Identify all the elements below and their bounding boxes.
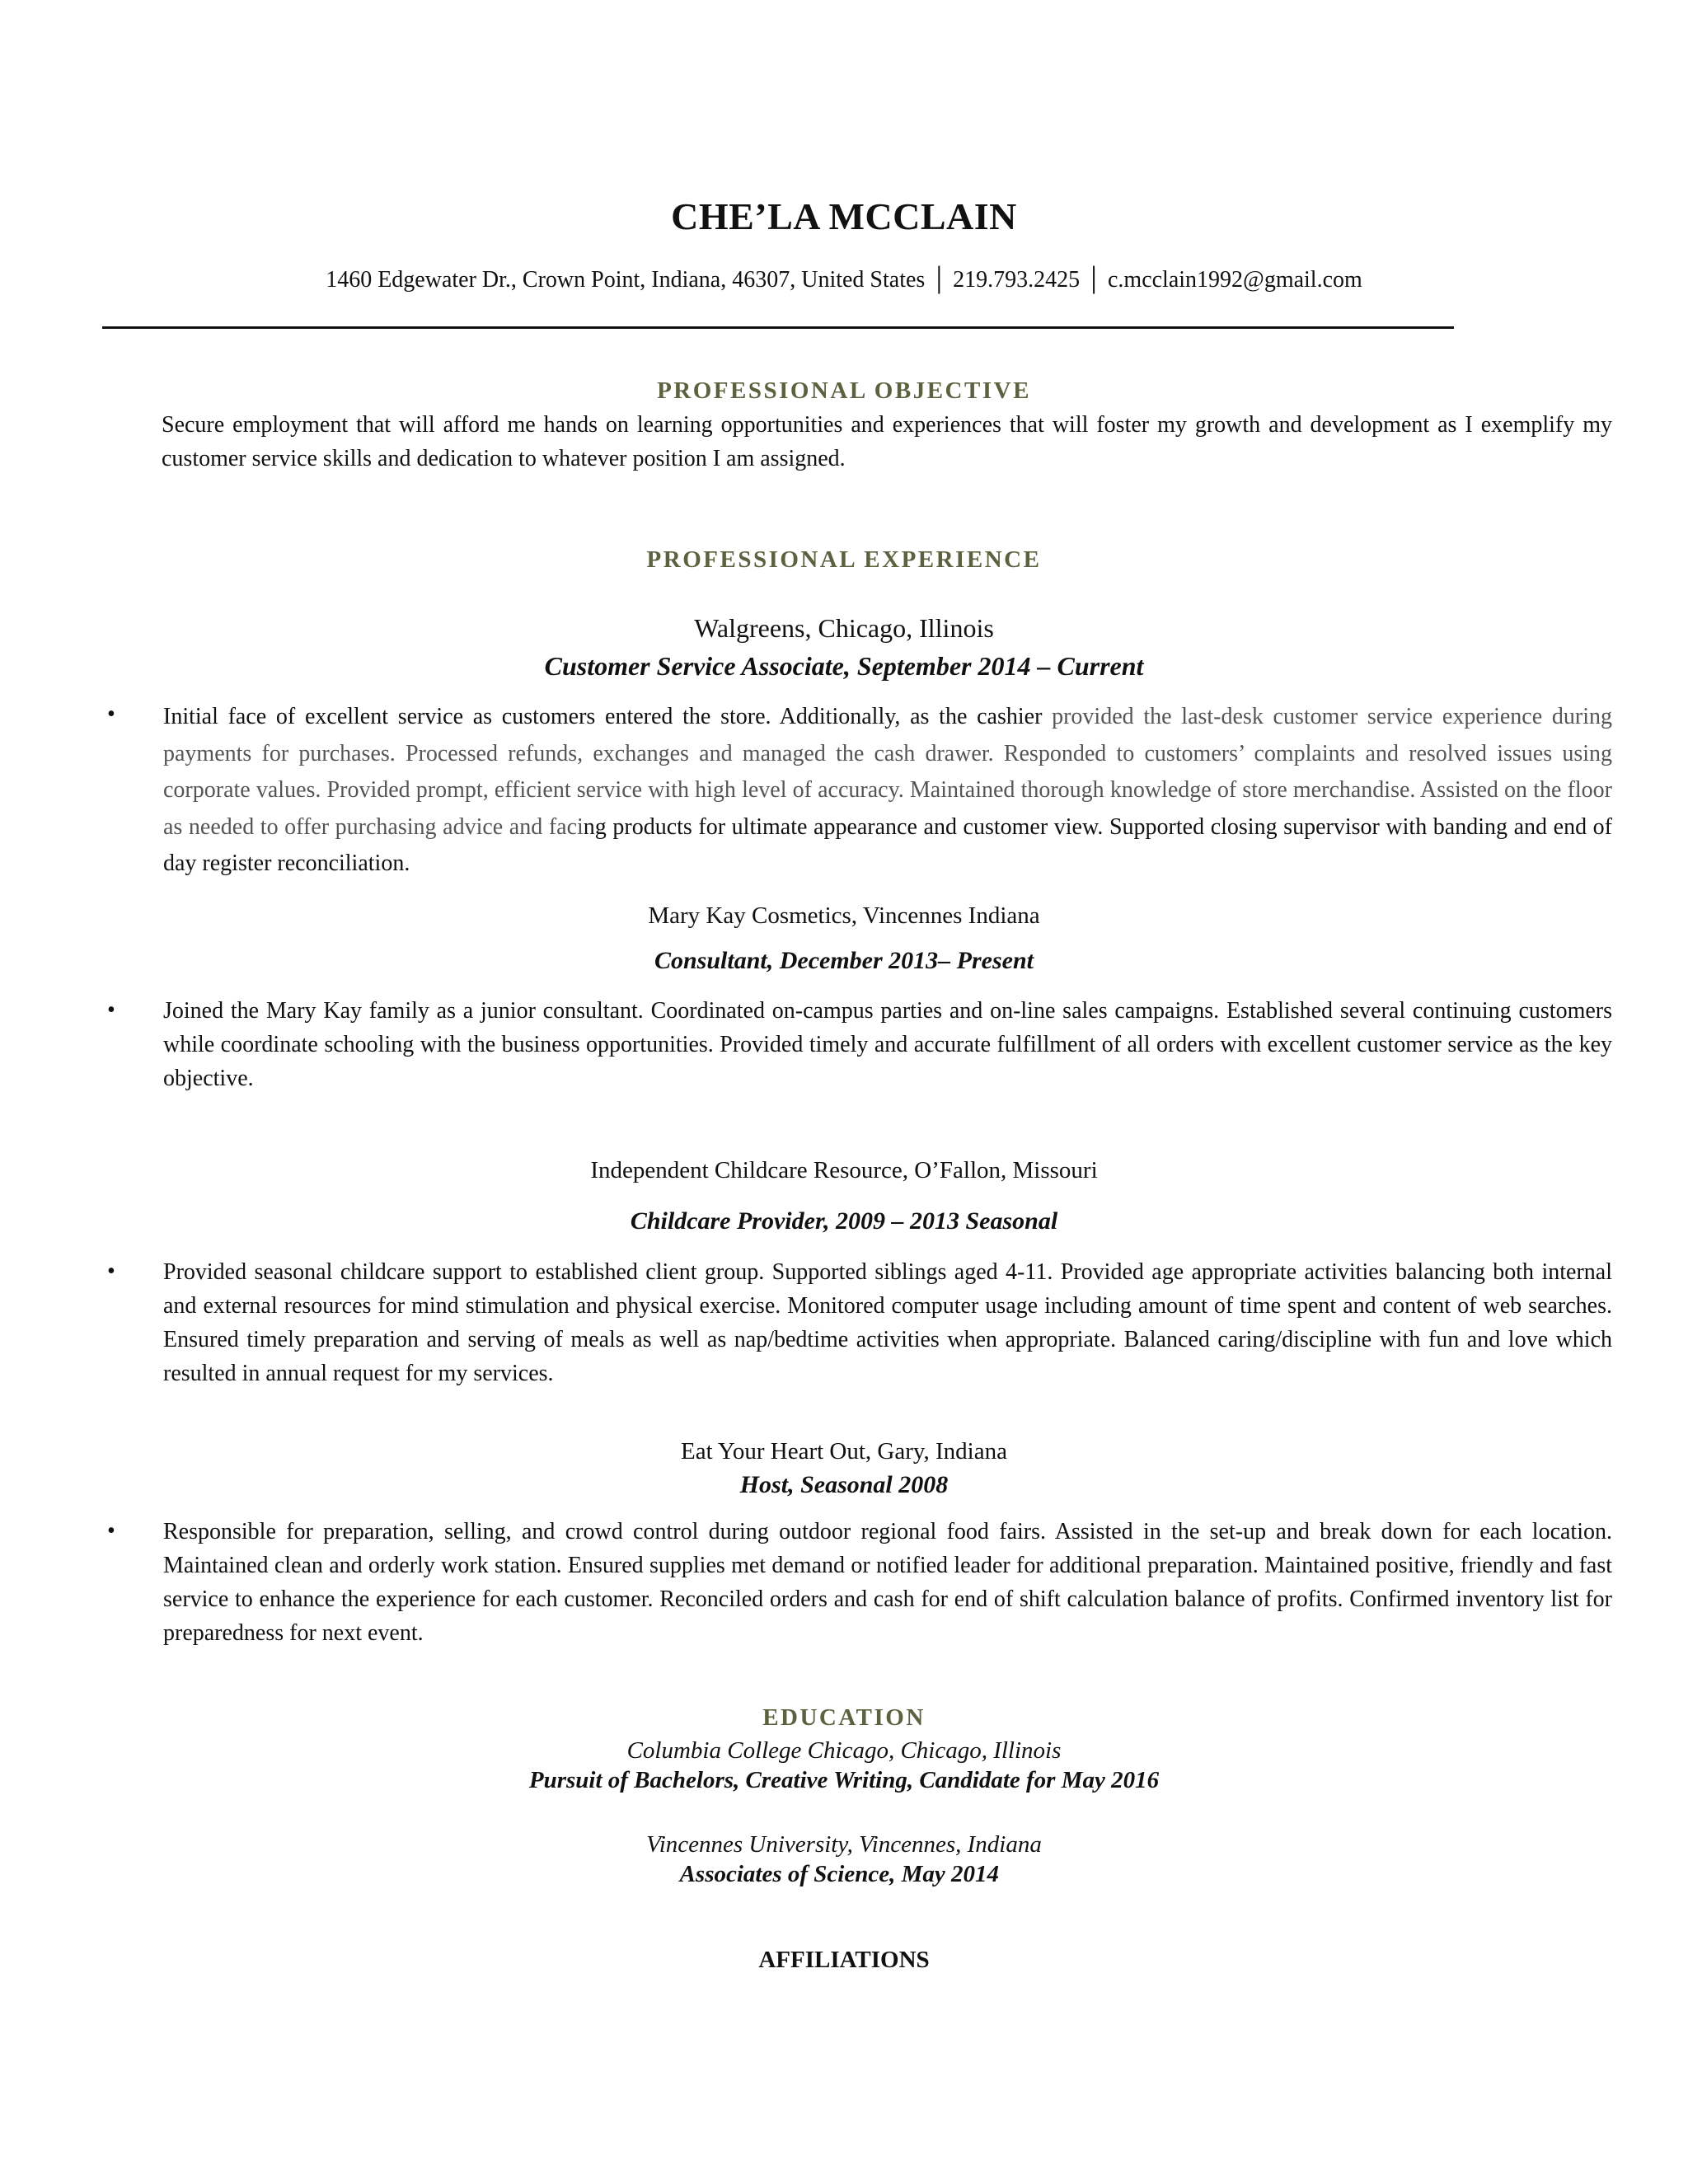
experience-heading: PROFESSIONAL EXPERIENCE xyxy=(646,546,1042,573)
job-description xyxy=(163,699,1612,883)
job-description-part: Initial face of excellent service as customers entered the store. Additionally, as the cashier xyxy=(163,704,1043,729)
job-company: Independent Childcare Resource, O’Fallon, Missouri xyxy=(590,1157,1098,1183)
job-company: Walgreens, Chicago, Illinois xyxy=(694,613,994,643)
education-degree: Associates of Science, May 2014 xyxy=(679,1861,999,1887)
resume-name: CHE’LA MCCLAIN xyxy=(671,195,1017,237)
job-title: Childcare Provider, 2009 – 2013 Seasonal xyxy=(630,1207,1058,1235)
contact-line: 1460 Edgewater Dr., Crown Point, Indiana, 46307, United States │ 219.793.2425 │ c.mcclain1992@gmail.com xyxy=(326,267,1362,293)
bullet: • xyxy=(107,1518,115,1544)
job-description: Responsible for preparation, selling, and crowd control during outdoor regional food fairs. Assisted in the set-up and break down for each location. Maintained clean and orderly work station. Ensured supplies met demand or notified leader for additional preparation. Maintained positive, friendly and fast service to enhance the experience for each customer. Reconciled orders and cash for end of shift calculation balance of profits. Confirmed inventory list for preparedness for next event. xyxy=(163,1519,1612,1646)
bullet: • xyxy=(107,1258,115,1284)
header-divider xyxy=(102,326,1454,329)
bullet: • xyxy=(107,701,115,727)
affiliations-heading: AFFILIATIONS xyxy=(758,1947,930,1973)
job-description: Joined the Mary Kay family as a junior consultant. Coordinated on-campus parties and on-line sales campaigns. Established several continuing customers while coordinate schooling with the business opportunities. Provided timely and accurate fulfillment of all orders with excellent customer service as the key objective. xyxy=(163,998,1612,1091)
education-school: Columbia College Chicago, Chicago, Illinois xyxy=(626,1737,1062,1764)
job-description-part: provided the last-desk customer service experience during payments for purchases. Processed refunds, exchanges and managed the cash drawer. Responded to customers’ complaints and resolved issues using corporate values. Provided prompt, efficient service with high level of accuracy. Maintained thorough knowledge of store merchandise. Assisted on the floor as needed to offer purchasing advice and faci xyxy=(163,704,1612,840)
job-description-part: ng products for ultimate appearance and customer view. Supported closing supervisor with banding and end of day register reconciliation. xyxy=(163,813,1612,876)
objective-text: Secure employment that will afford me hands on learning opportunities and experiences that will foster my growth and development as I exemplify my customer service skills and dedication to whatever position I am assigned. xyxy=(162,412,1612,471)
job-title: Host, Seasonal 2008 xyxy=(739,1471,949,1498)
job-company: Eat Your Heart Out, Gary, Indiana xyxy=(681,1438,1007,1465)
job-title: Customer Service Associate, September 2014 – Current xyxy=(544,651,1144,681)
education-school: Vincennes University, Vincennes, Indiana xyxy=(646,1831,1042,1858)
job-company: Mary Kay Cosmetics, Vincennes Indiana xyxy=(648,902,1040,929)
education-degree: Pursuit of Bachelors, Creative Writing, Candidate for May 2016 xyxy=(528,1767,1160,1793)
education-heading: EDUCATION xyxy=(762,1704,926,1731)
bullet: • xyxy=(107,997,115,1023)
job-description: Provided seasonal childcare support to established client group. Supported siblings aged 4-11. Provided age appropriate activities balancing both internal and external resources for mind stimulation and physical exercise. Monitored computer usage including amount of time spent and content of web searches. Ensured timely preparation and serving of meals as well as nap/bedtime activities when appropriate. Balanced caring/discipline with fun and love which resulted in annual request for my services. xyxy=(163,1259,1612,1386)
objective-heading: PROFESSIONAL OBJECTIVE xyxy=(657,377,1031,404)
job-title: Consultant, December 2013– Present xyxy=(654,947,1034,974)
